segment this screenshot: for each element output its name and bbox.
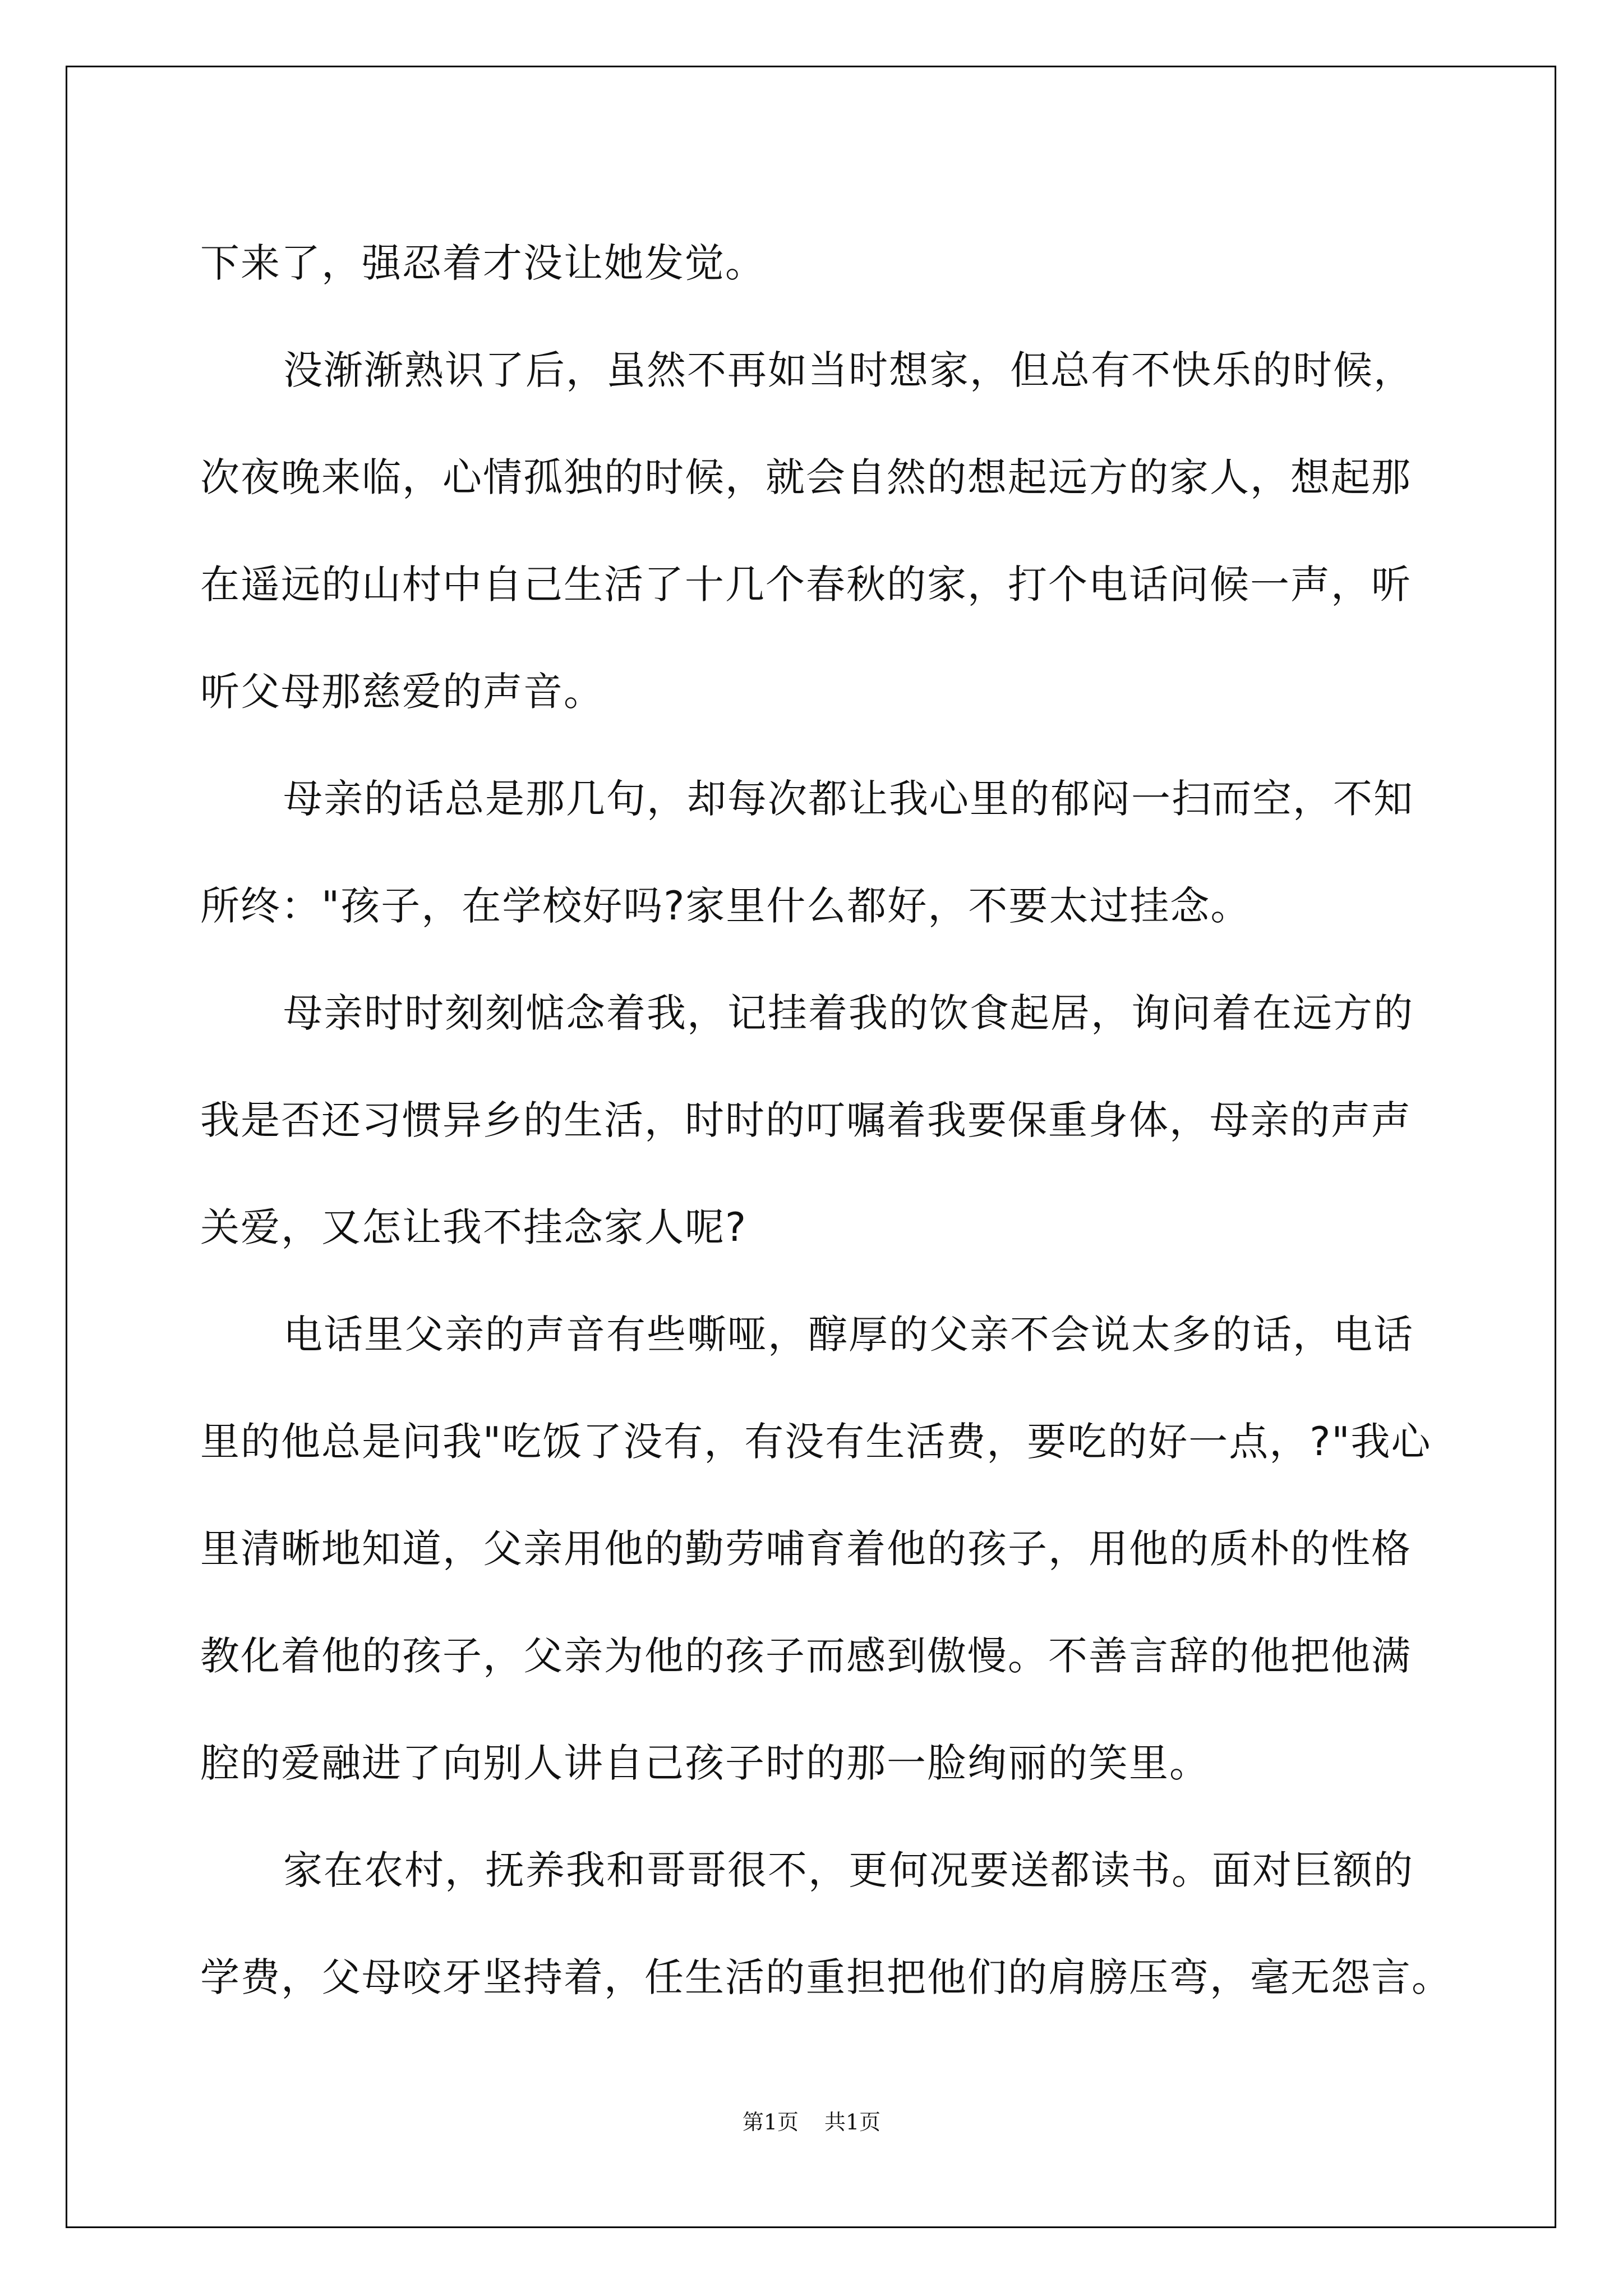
text-line: 母亲的话总是那几句，却每次都让我心里的郁闷一扫而空，不知 [283, 776, 1414, 822]
document-body [200, 210, 1452, 2031]
text-line: 下来了，强忍着才没让她发觉。 [200, 240, 766, 286]
text-line: 里的他总是问我"吃饭了没有，有没有生活费，要吃的好一点，?"我心 [200, 1419, 1432, 1465]
text-line: 教化着他的孩子，父亲为他的孩子而感到傲慢。不善言辞的他把他满 [200, 1633, 1412, 1679]
text-line: 家在农村，抚养我和哥哥很不，更何况要送都读书。面对巨额的 [283, 1847, 1414, 1893]
text-line: 里清晰地知道，父亲用他的勤劳哺育着他的孩子，用他的质朴的性格 [200, 1526, 1412, 1572]
text-line: 腔的爱融进了向别人讲自己孩子时的那一脸绚丽的笑里。 [200, 1740, 1210, 1786]
text-line: 母亲时时刻刻惦念着我，记挂着我的饮食起居，询问着在远方的 [283, 990, 1414, 1036]
text-line: 电话里父亲的声音有些嘶哑，醇厚的父亲不会说太多的话，电话 [283, 1312, 1414, 1358]
page-footer [0, 2105, 1623, 2136]
text-line: 次夜晚来临，心情孤独的时候，就会自然的想起远方的家人，想起那 [200, 454, 1412, 500]
text-line: 关爱，又怎让我不挂念家人呢? [200, 1204, 748, 1250]
text-line: 我是否还习惯异乡的生活，时时的叮嘱着我要保重身体，母亲的声声 [200, 1097, 1412, 1143]
page-number-total: 共1页 [824, 2110, 881, 2134]
text-line: 学费，父母咬牙坚持着，任生活的重担把他们的肩膀压弯，毫无怨言。 [200, 1954, 1452, 2000]
page-number-current: 第1页 [742, 2110, 799, 2134]
text-line: 在遥远的山村中自己生活了十几个春秋的家，打个电话问候一声，听 [200, 562, 1412, 608]
text-line: 没渐渐熟识了后，虽然不再如当时想家，但总有不快乐的时候， [283, 347, 1414, 393]
text-line: 所终："孩子，在学校好吗?家里什么都好，不要太过挂念。 [200, 883, 1251, 929]
text-line: 听父母那慈爱的声音。 [200, 669, 604, 715]
